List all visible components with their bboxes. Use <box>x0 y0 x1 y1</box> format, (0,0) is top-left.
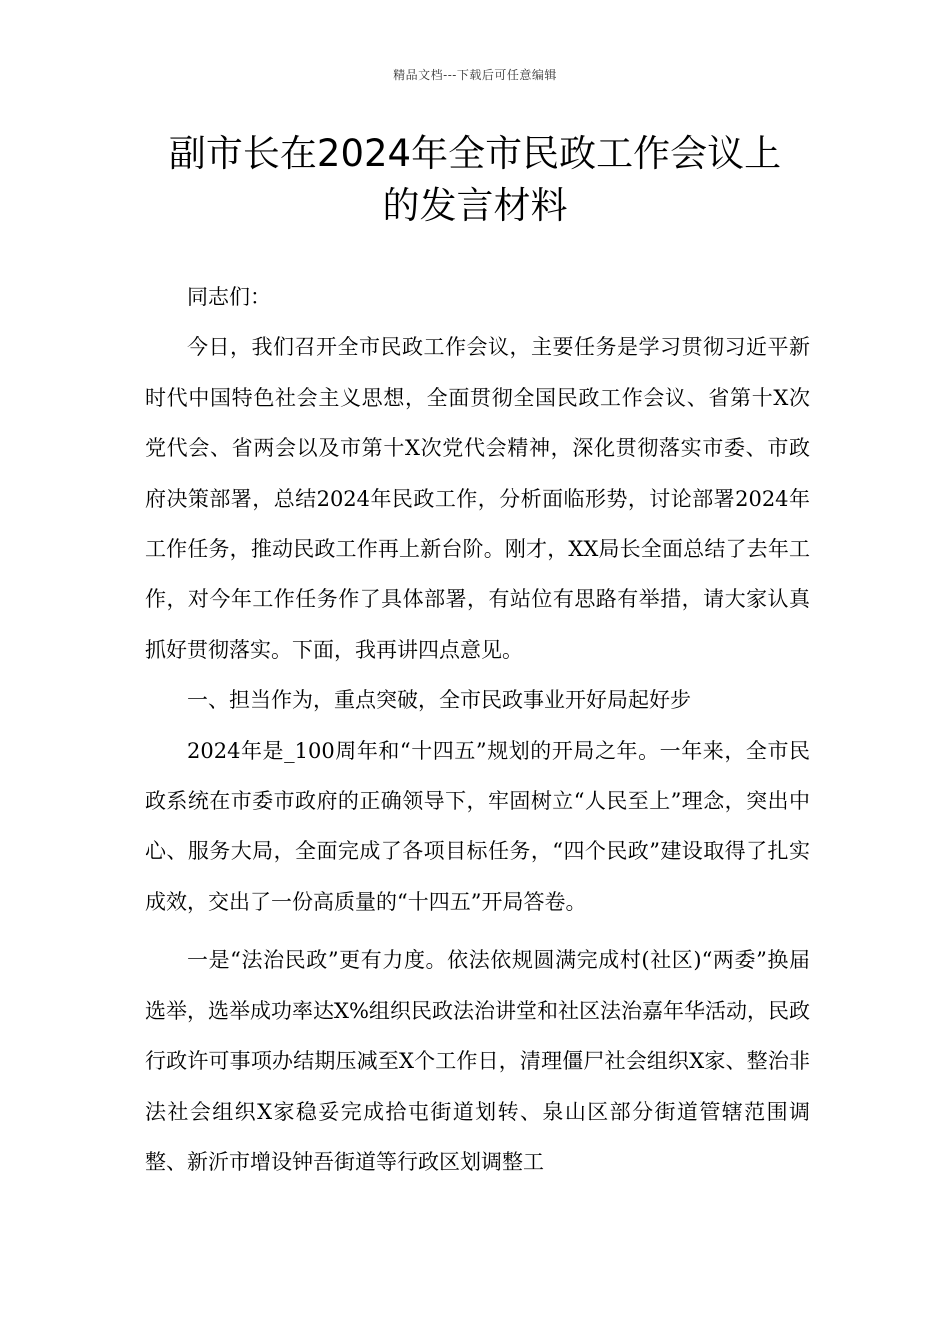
section-heading-1: 一、担当作为，重点突破，全市民政事业开好局起好步 <box>187 688 691 713</box>
paragraph-2024-summary: 2024年是_100周年和“十四五”规划的开局之年。一年来，全市民政系统在市委市政府的正确领导下，牢固树立“人民至上”理念，突出中心、服务大局，全面完成了各项目标任务，“四个民政”建设取得了扎实成效，交出了一份高质量的“十四五”开局答卷。 <box>145 738 810 914</box>
document-title <box>100 128 850 232</box>
paragraph-intro: 今日，我们召开全市民政工作会议，主要任务是学习贯彻习近平新时代中国特色社会主义思想，全面贯彻全国民政工作会议、省第十X次党代会、省两会以及市第十X次党代会精神，深化贯彻落实市委、市政府决策部署，总结2024年民政工作，分析面临形势，讨论部署2024年工作任务，推动民政工作再上新台阶。刚才，XX局长全面总结了去年工作，对今年工作任务作了具体部署，有站位有思路有举措，请大家认真抓好贯彻落实。下面，我再讲四点意见。 <box>145 335 810 662</box>
title-line-2: 的发言材料 <box>382 184 568 227</box>
paragraph-rule-of-law: 一是“法治民政”更有力度。依法依规圆满完成村(社区)“两委”换届选举，选举成功率达X%组织民政法治讲堂和社区法治嘉年华活动，民政行政许可事项办结期压减至X个工作日，清理僵尸社会组织X家、整治非法社会组织X家稳妥完成拾屯街道划转、泉山区部分街道管辖范围调整、新沂市增设钟吾街道等行政区划调整工 <box>145 948 810 1174</box>
title-line-1: 副市长在2024年全市民政工作会议上 <box>168 132 782 175</box>
salutation: 同志们： <box>187 285 271 309</box>
header-note: 精品文档---下载后可任意编辑 <box>393 68 557 82</box>
document-body <box>145 272 810 1187</box>
